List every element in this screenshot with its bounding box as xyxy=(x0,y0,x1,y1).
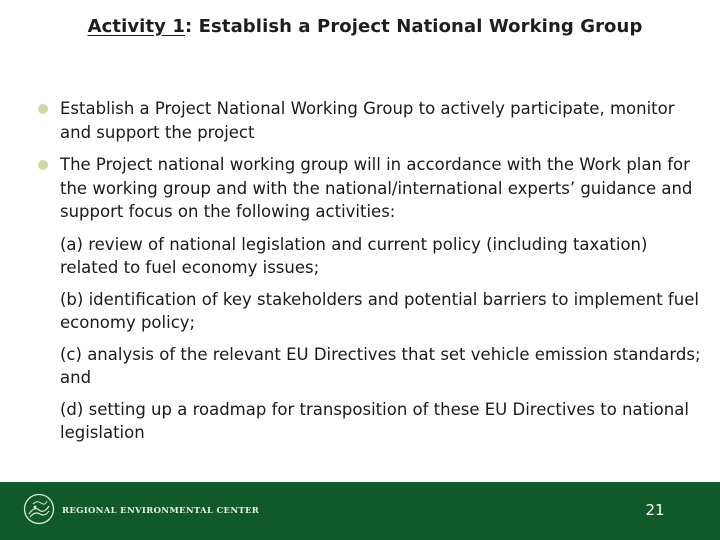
bullet-item xyxy=(36,97,708,144)
slide-content xyxy=(36,97,708,453)
bullet-text: Establish a Project National Working Group to actively participate, monitor and support the project xyxy=(60,99,675,142)
bullet-dot-icon xyxy=(38,104,48,114)
organization-name: REGIONAL ENVIRONMENTAL CENTER xyxy=(62,506,260,516)
title-activity-number: Activity 1 xyxy=(87,16,185,37)
activity-item: (b) identification of key stakeholders and potential barriers to implement fuel economy policy; xyxy=(60,289,699,332)
rec-logo-icon xyxy=(22,492,56,530)
activity-item: (c) analysis of the relevant EU Directives that set vehicle emission standards; and xyxy=(60,344,701,387)
bullet-item xyxy=(36,153,708,224)
bullet-dot-icon xyxy=(38,160,48,170)
bullet-text: The Project national working group will in accordance with the Work plan for the working group and with the national/international experts’ guidance and support focus on the following activities: xyxy=(60,155,693,221)
footer-bar xyxy=(0,482,720,540)
slide-title xyxy=(0,16,720,37)
title-text: : Establish a Project National Working Group xyxy=(184,16,643,37)
activity-item: (d) setting up a roadmap for transposition of these EU Directives to national legislation xyxy=(60,399,689,442)
page-number: 21 xyxy=(645,501,665,519)
activity-item: (a) review of national legislation and current policy (including taxation) related to fuel economy issues; xyxy=(60,234,648,277)
